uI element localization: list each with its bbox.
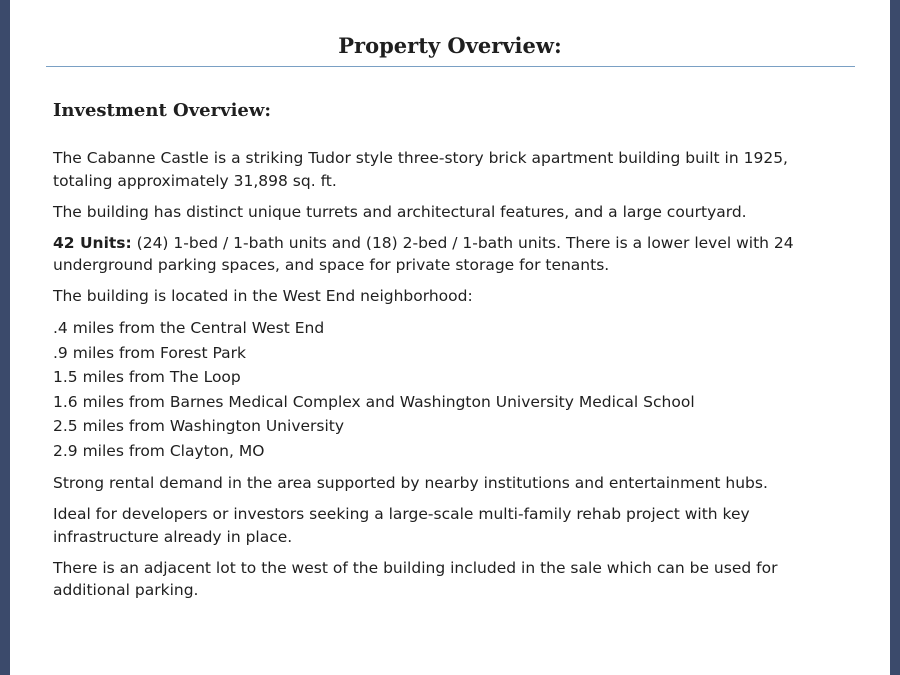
- intro-paragraph: The Cabanne Castle is a striking Tudor style three-story brick apartment building built in 1925, totaling approximately 31,898 sq. ft.: [53, 149, 788, 190]
- distance-list: [53, 316, 848, 464]
- page-title: Property Overview:: [338, 33, 562, 58]
- demand-paragraph: Strong rental demand in the area supported by nearby institutions and entertainment hubs.: [53, 474, 768, 493]
- list-item: .4 miles from the Central West End: [53, 319, 325, 337]
- title-divider: [46, 66, 855, 67]
- location-paragraph: The building is located in the West End neighborhood:: [53, 287, 473, 305]
- list-item: .9 miles from Forest Park: [53, 343, 246, 362]
- lot-paragraph: There is an adjacent lot to the west of the building included in the sale which can be used for additional parking.: [53, 558, 778, 600]
- units-paragraph: [53, 232, 848, 277]
- list-item: 2.5 miles from Washington University: [53, 417, 345, 436]
- list-item: 1.5 miles from The Loop: [53, 368, 241, 387]
- features-paragraph: The building has distinct unique turrets and architectural features, and a large courtyard.: [53, 202, 747, 221]
- list-item: 2.9 miles from Clayton, MO: [53, 441, 265, 460]
- units-label: 42 Units:: [53, 233, 132, 252]
- units-text: (24) 1-bed / 1-bath units and (18) 2-bed / 1-bath units. There is a lower level with 24 underground parking spaces, and space for private storage for tenants.: [53, 233, 794, 274]
- document-content: [53, 96, 848, 610]
- document-page: [10, 0, 890, 675]
- ideal-paragraph: Ideal for developers or investors seeking a large-scale multi-family rehab project with key infrastructure already in place.: [53, 505, 750, 546]
- list-item: 1.6 miles from Barnes Medical Complex and Washington University Medical School: [53, 392, 695, 411]
- section-heading: Investment Overview:: [53, 100, 271, 121]
